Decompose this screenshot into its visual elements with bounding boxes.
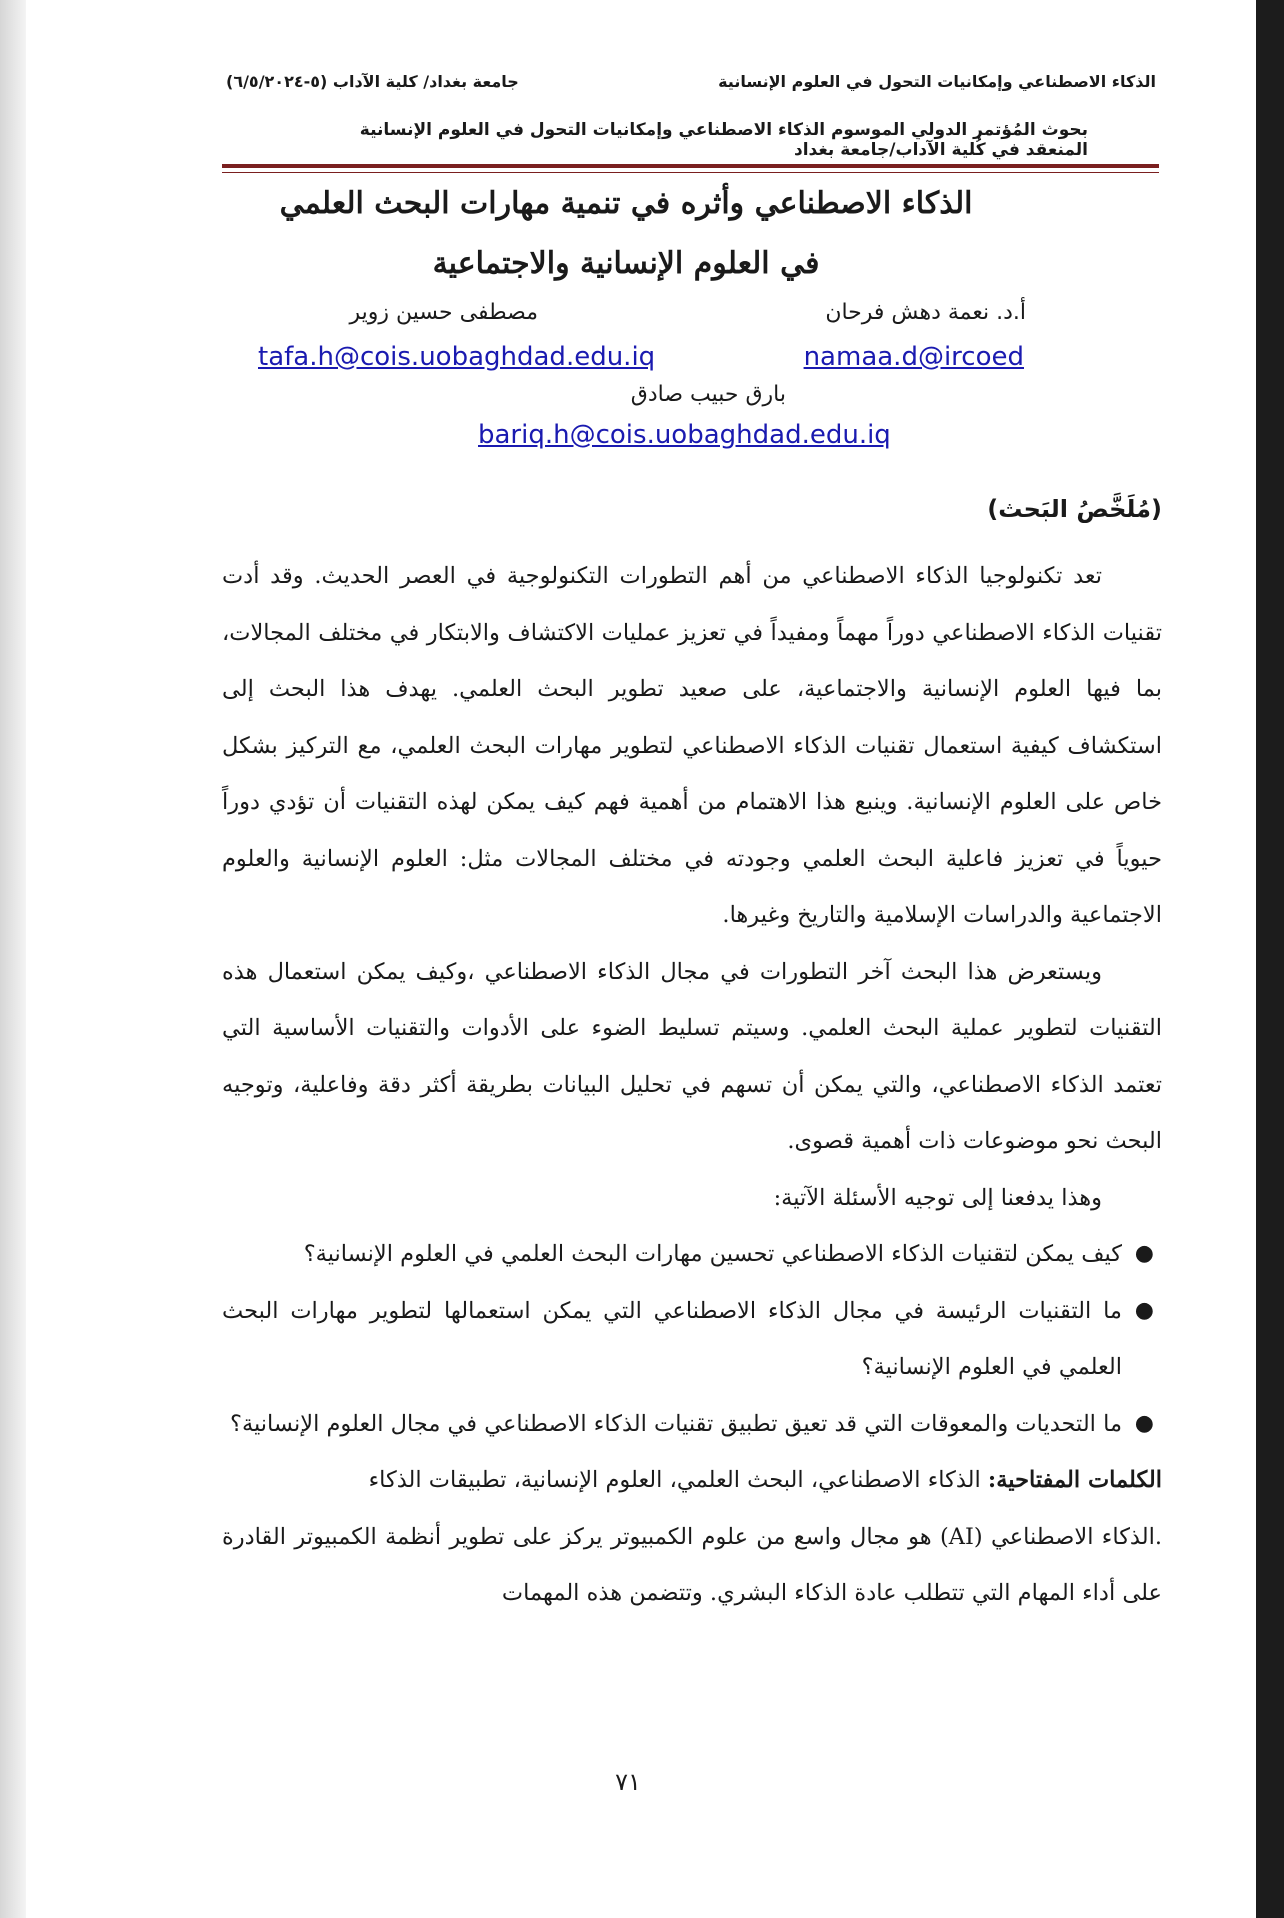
bullet-icon: ● (1134, 1241, 1154, 1266)
research-questions-list (222, 1226, 1162, 1452)
bullet-icon: ● (1134, 1297, 1154, 1323)
page-number: ٧١ (615, 1768, 641, 1796)
abstract-paragraph-4: .الذكاء الاصطناعي (AI) هو مجال واسع من علوم الكمبيوتر يركز على تطوير أنظمة الكمبيوتر القادرة على أداء المهام التي تتطلب عادة الذكاء البشري. وتتضمن هذه المهمات (222, 1523, 1162, 1606)
abstract-heading: (مُلَخَّصُ البَحث) (987, 495, 1162, 523)
abstract-paragraph-3: وهذا يدفعنا إلى توجيه الأسئلة الآتية: (773, 1184, 1102, 1211)
header-conference-line: بحوث المُؤتمر الدولي الموسوم الذكاء الاصطناعي وإمكانيات التحول في العلوم الإنسانية المنعقد في كُلية الآداب/جامعة بغداد (359, 120, 1088, 160)
list-item (222, 1283, 1154, 1396)
keywords-label: الكلمات المفتاحية: (987, 1467, 1162, 1493)
header-conference-title: الذكاء الاصطناعي وإمكانيات التحول في العلوم الإنسانية (718, 72, 1156, 91)
question-text: ما التقنيات الرئيسة في مجال الذكاء الاصطناعي التي يمكن استعمالها لتطوير مهارات البحث العلمي في العلوم الإنسانية؟ (222, 1297, 1122, 1380)
paper-title-line1: الذكاء الاصطناعي وأثره في تنمية مهارات البحث العلمي (279, 186, 973, 221)
header-rule-thin (222, 172, 1159, 173)
list-item (222, 1226, 1154, 1283)
keywords-line (222, 1452, 1162, 1509)
page-edge-shadow (0, 0, 26, 1918)
author3-email[interactable]: bariq.h@cois.uobaghdad.edu.iq (478, 420, 891, 450)
author1-email[interactable]: namaa.d@ircoed (803, 342, 1024, 372)
author2-name: مصطفى حسين زوير (349, 300, 538, 325)
author3-name: بارق حبيب صادق (630, 382, 786, 407)
author2-email[interactable]: tafa.h@cois.uobaghdad.edu.iq (258, 342, 656, 372)
bullet-icon: ● (1134, 1410, 1154, 1436)
abstract-paragraph-2: ويستعرض هذا البحث آخر التطورات في مجال الذكاء الاصطناعي ،وكيف يمكن استعمال هذه التقنيات لتطوير عملية البحث العلمي. وسيتم تسليط الضوء على الأدوات والتقنيات الأساسية التي تعتمد الذكاء الاصطناعي، والتي يمكن أن تسهم في تحليل البيانات بطريقة أكثر دقة وفاعلية، وتوجيه البحث نحو موضوعات ذات أهمية قصوى. (222, 958, 1162, 1154)
running-header (226, 72, 1156, 102)
question-text: ما التحديات والمعوقات التي قد تعيق تطبيق تقنيات الذكاء الاصطناعي في مجال العلوم الإنسانية؟ (230, 1410, 1122, 1437)
header-rule-thick (222, 164, 1159, 168)
keywords-text: الذكاء الاصطناعي، البحث العلمي، العلوم الإنسانية، تطبيقات الذكاء (368, 1467, 988, 1493)
header-university-date: جامعة بغداد/ كلية الآداب (٥-٦/٥/٢٠٢٤) (226, 72, 519, 91)
question-text: كيف يمكن لتقنيات الذكاء الاصطناعي تحسين مهارات البحث العلمي في العلوم الإنسانية؟ (303, 1241, 1122, 1267)
list-item (222, 1396, 1154, 1453)
author1-name: أ.د. نعمة دهش فرحان (825, 300, 1026, 325)
abstract-paragraph-1: تعد تكنولوجيا الذكاء الاصطناعي من أهم التطورات التكنولوجية في العصر الحديث. وقد أدت تقنيات الذكاء الاصطناعي دوراً مهماً ومفيداً في تعزيز عمليات الاكتشاف والابتكار في مختلف المجالات، بما فيها العلوم الإنسانية والاجتماعية، على صعيد تطوير البحث العلمي. يهدف هذا البحث إلى استكشاف كيفية استعمال تقنيات الذكاء الاصطناعي لتطوير مهارات البحث العلمي، مع التركيز بشكل خاص على العلوم الإنسانية. وينبع هذا الاهتمام من أهمية فهم كيف يمكن لهذه التقنيات أن تؤدي دوراً حيوياً في تعزيز فاعلية البحث العلمي وجودته في مختلف المجالات مثل: العلوم الإنسانية والعلوم الاجتماعية والدراسات الإسلامية والتاريخ وغيرها. (222, 563, 1162, 928)
paper-title-line2: في العلوم الإنسانية والاجتماعية (432, 246, 820, 281)
abstract-body (222, 548, 1162, 1622)
